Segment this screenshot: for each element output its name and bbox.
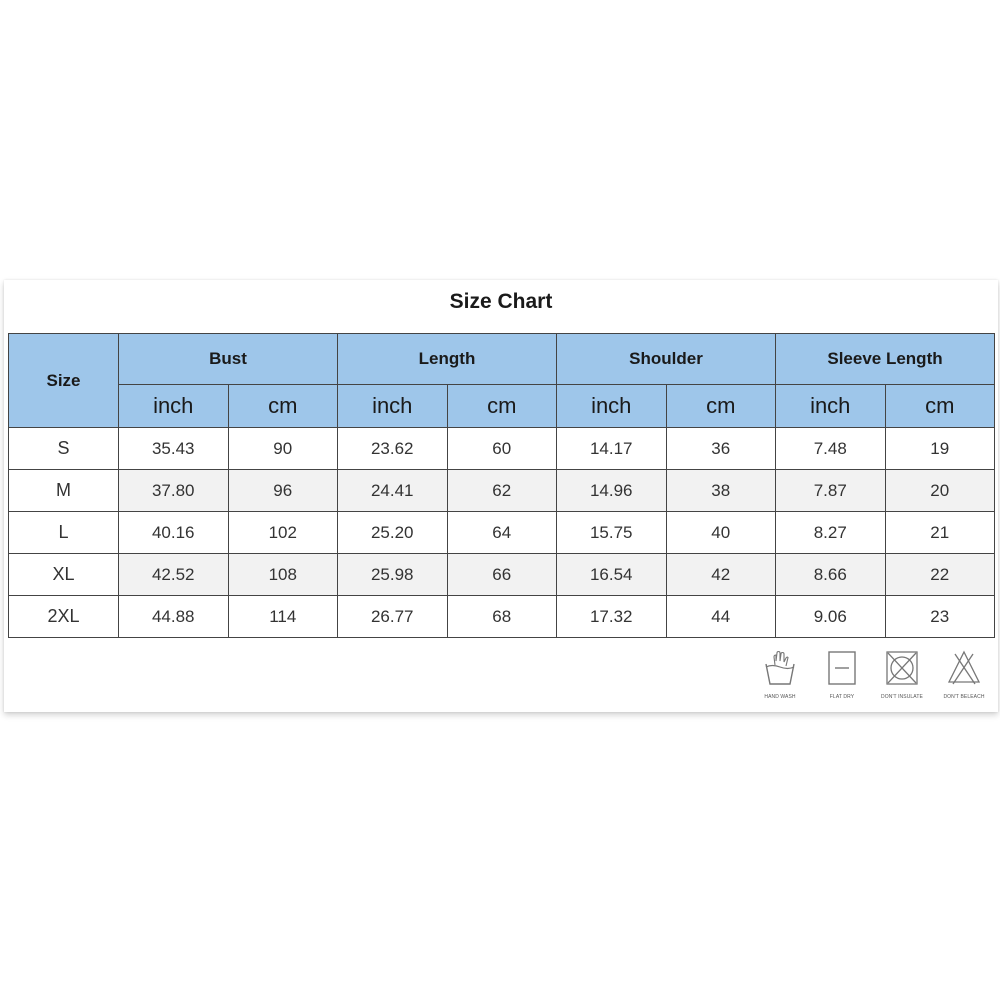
value-cell: 26.77 <box>338 596 448 638</box>
table-row <box>9 596 995 638</box>
size-chart-title: Size Chart <box>449 290 553 313</box>
size-cell: 2XL <box>9 596 119 638</box>
hand-wash-icon <box>763 650 797 686</box>
value-cell: 15.75 <box>557 512 667 554</box>
value-cell: 108 <box>228 554 338 596</box>
size-cell: L <box>9 512 119 554</box>
care-item-do-not-tumble-dry <box>872 650 932 700</box>
group-header-row <box>9 334 995 385</box>
value-cell: 19 <box>885 428 995 470</box>
value-cell: 62 <box>447 470 557 512</box>
do-not-tumble-dry-icon <box>885 650 919 686</box>
size-cell: XL <box>9 554 119 596</box>
value-cell: 40.16 <box>119 512 229 554</box>
value-cell: 9.06 <box>776 596 886 638</box>
value-cell: 8.27 <box>776 512 886 554</box>
size-chart-card <box>4 280 998 712</box>
value-cell: 8.66 <box>776 554 886 596</box>
value-cell: 60 <box>447 428 557 470</box>
unit-header: cm <box>666 385 776 428</box>
value-cell: 114 <box>228 596 338 638</box>
value-cell: 22 <box>885 554 995 596</box>
table-row <box>9 512 995 554</box>
value-cell: 42.52 <box>119 554 229 596</box>
length-header: Length <box>338 334 557 385</box>
table-row <box>9 428 995 470</box>
unit-header: cm <box>228 385 338 428</box>
value-cell: 16.54 <box>557 554 667 596</box>
unit-header: cm <box>447 385 557 428</box>
unit-header-row <box>9 385 995 428</box>
value-cell: 25.20 <box>338 512 448 554</box>
value-cell: 14.17 <box>557 428 667 470</box>
sleeve-length-header: Sleeve Length <box>776 334 995 385</box>
size-table <box>8 333 995 638</box>
value-cell: 40 <box>666 512 776 554</box>
unit-header: inch <box>338 385 448 428</box>
unit-header: inch <box>776 385 886 428</box>
value-cell: 66 <box>447 554 557 596</box>
value-cell: 23 <box>885 596 995 638</box>
value-cell: 37.80 <box>119 470 229 512</box>
value-cell: 35.43 <box>119 428 229 470</box>
value-cell: 25.98 <box>338 554 448 596</box>
bust-header: Bust <box>119 334 338 385</box>
value-cell: 14.96 <box>557 470 667 512</box>
value-cell: 68 <box>447 596 557 638</box>
care-label: FLAT DRY <box>829 694 855 700</box>
value-cell: 44.88 <box>119 596 229 638</box>
care-label: DON'T BELEACH <box>943 694 985 700</box>
size-column-header: Size <box>9 334 119 428</box>
flat-dry-icon <box>827 650 857 686</box>
care-item-flat-dry <box>812 650 872 700</box>
size-cell: S <box>9 428 119 470</box>
care-item-do-not-bleach <box>934 650 994 700</box>
value-cell: 20 <box>885 470 995 512</box>
unit-header: inch <box>557 385 667 428</box>
value-cell: 38 <box>666 470 776 512</box>
value-cell: 21 <box>885 512 995 554</box>
shoulder-header: Shoulder <box>557 334 776 385</box>
value-cell: 44 <box>666 596 776 638</box>
care-item-hand-wash <box>750 650 810 700</box>
do-not-bleach-icon <box>947 650 981 686</box>
unit-header: inch <box>119 385 229 428</box>
value-cell: 36 <box>666 428 776 470</box>
value-cell: 24.41 <box>338 470 448 512</box>
value-cell: 102 <box>228 512 338 554</box>
table-row <box>9 554 995 596</box>
value-cell: 23.62 <box>338 428 448 470</box>
value-cell: 90 <box>228 428 338 470</box>
unit-header: cm <box>885 385 995 428</box>
value-cell: 64 <box>447 512 557 554</box>
care-label: HAND WASH <box>764 694 796 700</box>
value-cell: 96 <box>228 470 338 512</box>
value-cell: 17.32 <box>557 596 667 638</box>
value-cell: 42 <box>666 554 776 596</box>
size-cell: M <box>9 470 119 512</box>
care-label: DON'T INSULATE <box>881 694 923 700</box>
value-cell: 7.87 <box>776 470 886 512</box>
value-cell: 7.48 <box>776 428 886 470</box>
table-row <box>9 470 995 512</box>
